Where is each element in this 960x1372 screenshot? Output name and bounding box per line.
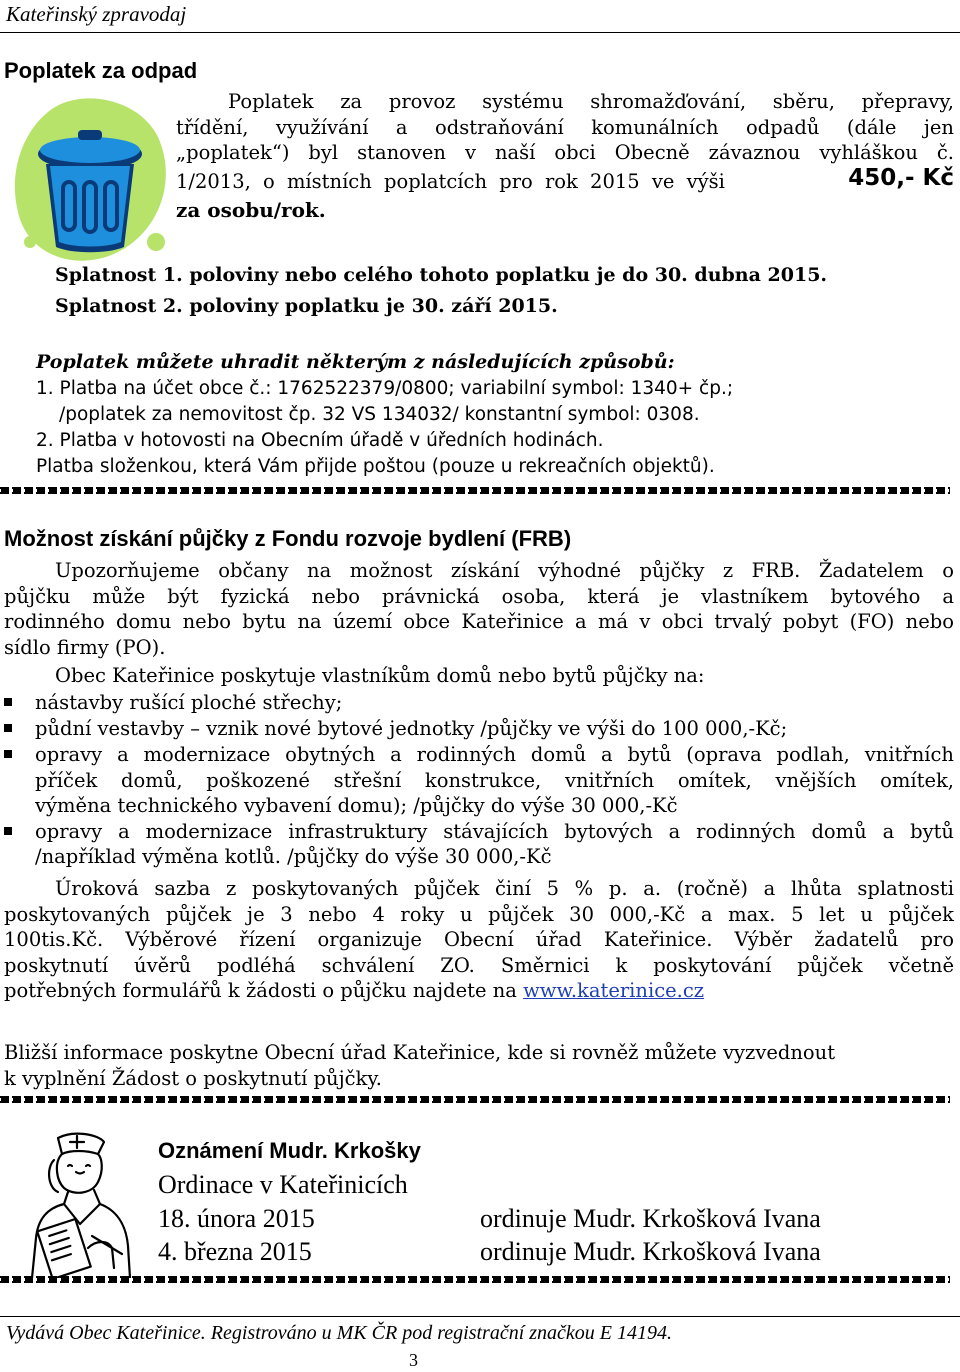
due-second: Splatnost 2. poloviny poplatku je 30. září 2015.: [55, 295, 558, 317]
odpad-intro-line: třídění, využívání a odstraňování komunálních odpadů (dále jen: [176, 115, 954, 139]
doctor-subtitle: Ordinace v Kateřinicích: [158, 1170, 408, 1199]
info-line: Bližší informace poskytne Obecní úřad Kateřinice, kde si rovněž můžete vyzvednout: [4, 1041, 836, 1064]
footer-rule: [0, 1316, 960, 1317]
interest-line: 100tis.Kč. Výběrové řízení organizuje Obecní úřad Kateřinice. Výběr žadatelů pro: [4, 928, 954, 951]
footer-text: Vydává Obec Kateřinice. Registrováno u MK ČR pod registrační značkou E 14194.: [6, 1322, 673, 1344]
separator: [0, 1096, 950, 1103]
loan-item-cont: výměna technického vybavení domu); /půjčky do výše 30 000,-Kč: [35, 794, 678, 817]
frb-intro-loans: Obec Kateřinice poskytuje vlastníkům domů nebo bytů půjčky na:: [55, 664, 705, 687]
loan-item: opravy a modernizace infrastruktury stávajících bytových a rodinných domů a bytů: [35, 819, 954, 843]
method-2: 2. Platba v hotovosti na Obecním úřadě v úředních hodinách.: [36, 430, 604, 451]
frb-paragraph-line: sídlo firmy (PO).: [4, 635, 166, 659]
fee-amount: 450,- Kč: [848, 164, 954, 191]
odpad-intro-line: Poplatek za provoz systému shromažďování, sběru, přepravy,: [228, 90, 954, 113]
method-3: Platba složenkou, která Vám přijde poštou (pouze u rekreačních objektů).: [36, 456, 715, 477]
separator: [0, 487, 950, 494]
section-title-odpad: Poplatek za odpad: [4, 58, 198, 83]
frb-paragraph-line: Upozorňujeme občany na možnost získání výhodné půjčky z FRB. Žadatelem o: [55, 559, 954, 582]
loan-item-cont: příček domů, poškozené střešní konstrukce, vnitřních omítek, vnějších omítek,: [35, 768, 954, 792]
trash-bin-icon: [8, 92, 173, 267]
section-title-frb: Možnost získání půjčky z Fondu rozvoje bydlení (FRB): [4, 526, 572, 551]
odpad-intro-line: 1/2013, o místních poplatcích pro rok 2015 ve výši: [176, 169, 725, 193]
frb-paragraph-line: rodinného domu nebo bytu na území obce Kateřinice a má v obci trvalý pobyt (FO) nebo: [4, 610, 954, 633]
due-first: Splatnost 1. poloviny nebo celého tohoto poplatku je do 30. dubna 2015.: [55, 264, 828, 286]
loan-item: opravy a modernizace obytných a rodinných domů a bytů (oprava podlah, vnitřních: [35, 743, 954, 766]
bullet-icon: [4, 750, 12, 758]
doctor-note: ordinuje Mudr. Krkošková Ivana: [480, 1204, 821, 1233]
header-rule: [0, 32, 960, 33]
bullet-icon: [4, 698, 12, 706]
frb-paragraph-line: půjčku může být fyzická nebo právnická osoba, která je vlastníkem bytového a: [4, 584, 954, 608]
methods-title: Poplatek můžete uhradit některým z následujících způsobů:: [36, 351, 675, 373]
fee-per-person: za osobu/rok.: [176, 197, 326, 222]
interest-line: poskytnutí úvěrů podléhá schválení ZO. Směrnici k poskytování půjček včetně: [4, 953, 954, 977]
doctor-notice-title: Oznámení Mudr. Krkošky: [158, 1138, 421, 1163]
doctor-date: 4. března 2015: [158, 1237, 312, 1266]
loan-item: nástavby rušící ploché střechy;: [35, 691, 343, 714]
doctor-note: ordinuje Mudr. Krkošková Ivana: [480, 1237, 821, 1266]
newsletter-title: Kateřinský zpravodaj: [6, 2, 187, 26]
info-line: k vyplnění Žádost o poskytnutí půjčky.: [4, 1066, 382, 1090]
loan-item: půdní vestavby – vznik nové bytové jednotky /půjčky ve výši do 100 000,-Kč;: [35, 717, 788, 740]
interest-line: poskytovaných půjček je 3 nebo 4 roky u půjček 30 000,-Kč a max. 5 let u půjček: [4, 902, 954, 926]
page-number: 3: [409, 1350, 418, 1370]
method-1: 1. Platba na účet obce č.: 1762522379/0800; variabilní symbol: 1340+ čp.;: [36, 378, 734, 399]
doctor-date: 18. února 2015: [158, 1204, 315, 1233]
bullet-icon: [4, 724, 12, 732]
odpad-intro-line: „poplatek“) byl stanoven v naší obci Obecně závaznou vyhláškou č.: [176, 141, 954, 164]
interest-line: Úroková sazba z poskytovaných půjček činí 5 % p. a. (ročně) a lhůta splatnosti: [55, 877, 954, 900]
interest-line: potřebných formulářů k žádosti o půjčku najdete na: [4, 979, 524, 1002]
method-1-detail: /poplatek za nemovitost čp. 32 VS 134032/ konstantní symbol: 0308.: [59, 404, 700, 425]
separator: [0, 1276, 950, 1283]
website-link[interactable]: www.katerinice.cz: [523, 979, 705, 1002]
bullet-icon: [4, 827, 12, 835]
nurse-clipboard-icon: [18, 1128, 146, 1280]
loan-item-cont: /například výměna kotlů. /půjčky do výše 30 000,-Kč: [35, 845, 552, 868]
